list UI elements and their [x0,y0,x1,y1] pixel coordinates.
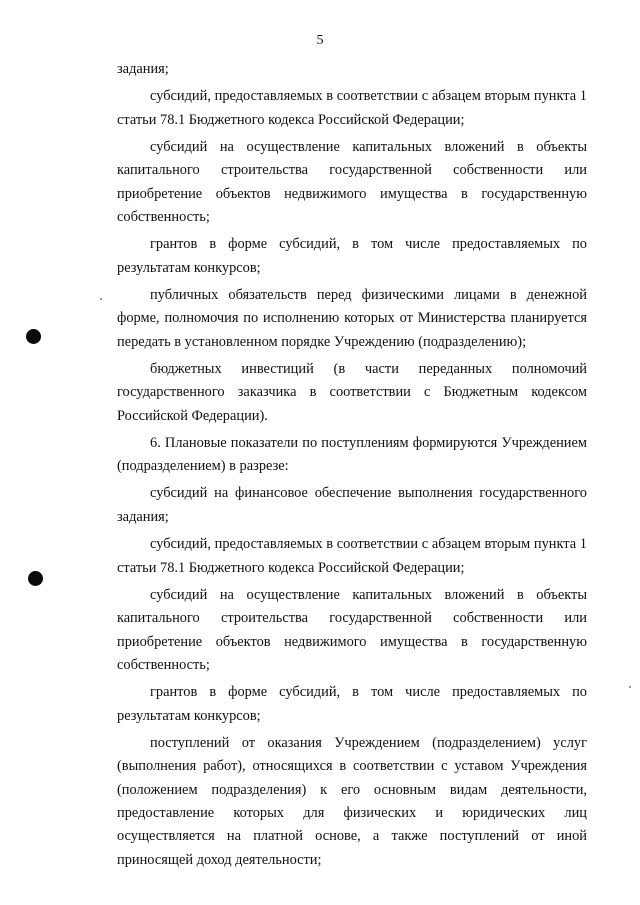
scan-speck [629,686,631,688]
paragraph: субсидий на осуществление капитальных вложений в объекты капитального строительства государственной собственности или приобретение объектов недвижимого имущества в государственную собственность; [117,586,587,673]
paragraph: поступлений от оказания Учреждением (подразделением) услуг (выполнения работ), относящихся в соответствии с уставом Учреждения (положением подразделения) к его основным видам деятельности, предоставление которых для физических и юридических лиц осуществляется на платной основе, а также поступлений от иной приносящей доход деятельности; [117,734,587,868]
paragraph: грантов в форме субсидий, в том числе предоставляемых по результатам конкурсов; [117,684,587,724]
paragraph: субсидий, предоставляемых в соответствии с абзацем вторым пункта 1 статьи 78.1 Бюджетного кодекса Российской Федерации; [117,88,587,128]
paragraph: субсидий, предоставляемых в соответствии с абзацем вторым пункта 1 статьи 78.1 Бюджетного кодекса Российской Федерации; [117,536,587,576]
punch-hole-mark [26,329,41,344]
paragraph: субсидий на осуществление капитальных вложений в объекты капитального строительства государственной собственности или приобретение объектов недвижимого имущества в государственную собственность; [117,138,587,226]
paragraph: бюджетных инвестиций (в части переданных полномочий государственного заказчика в соответствии с Бюджетным кодексом Российской Федерации). [117,360,587,424]
paragraph: грантов в форме субсидий, в том числе предоставляемых по результатам конкурсов; [117,236,587,276]
paragraph: субсидий на финансовое обеспечение выполнения государственного задания; [117,485,587,525]
punch-hole-mark [28,571,43,586]
page-number: 5 [316,33,324,48]
section-paragraph: 6. Плановые показатели по поступлениям формируются Учреждением (подразделением) в разрезе: [117,434,587,475]
paragraph-continuation: задания; [117,61,169,77]
scan-speck [100,298,102,300]
paragraph: публичных обязательств перед физическими лицами в денежной форме, полномочия по исполнению которых от Министерства планируется передать в установленном порядке Учреждению (подразделению); [117,286,587,350]
document-body [117,58,587,876]
